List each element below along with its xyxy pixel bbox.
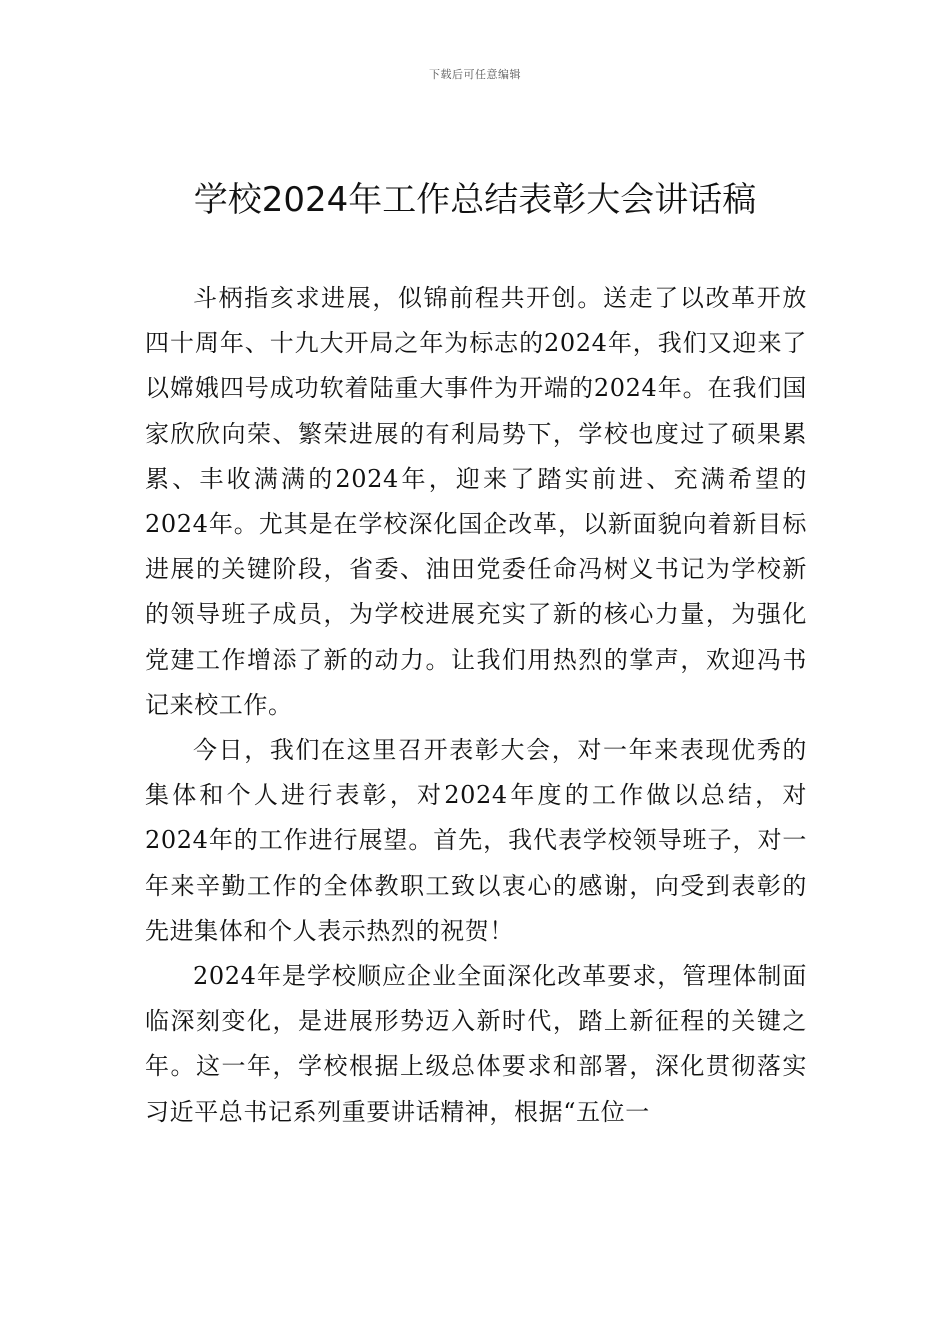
- header-note: 下载后可任意编辑: [429, 68, 521, 81]
- document-body: [145, 276, 807, 1135]
- document-title: 学校2024年工作总结表彰大会讲话稿: [193, 180, 757, 220]
- paragraph-2: 今日，我们在这里召开表彰大会，对一年来表现优秀的集体和个人进行表彰，对2024年度的工作做以总结，对2024年的工作进行展望。首先，我代表学校领导班子，对一年来辛勤工作的全体教职工致以衷心的感谢，向受到表彰的先进集体和个人表示热烈的祝贺！: [145, 736, 807, 945]
- paragraph-3: 2024年是学校顺应企业全面深化改革要求，管理体制面临深刻变化，是进展形势迈入新时代，踏上新征程的关键之年。这一年，学校根据上级总体要求和部署，深化贯彻落实习近平总书记系列重要讲话精神，根据“五位一: [145, 962, 807, 1126]
- paragraph-1: 斗柄指亥求进展，似锦前程共开创。送走了以改革开放四十周年、十九大开局之年为标志的2024年，我们又迎来了以嫦娥四号成功软着陆重大事件为开端的2024年。在我们国家欣欣向荣、繁荣进展的有利局势下，学校也度过了硕果累累、丰收满满的2024年，迎来了踏实前进、充满希望的2024年。尤其是在学校深化国企改革，以新面貌向着新目标进展的关键阶段，省委、油田党委任命冯树义书记为学校新的领导班子成员，为学校进展充实了新的核心力量，为强化党建工作增添了新的动力。让我们用热烈的掌声，欢迎冯书记来校工作。: [145, 284, 807, 719]
